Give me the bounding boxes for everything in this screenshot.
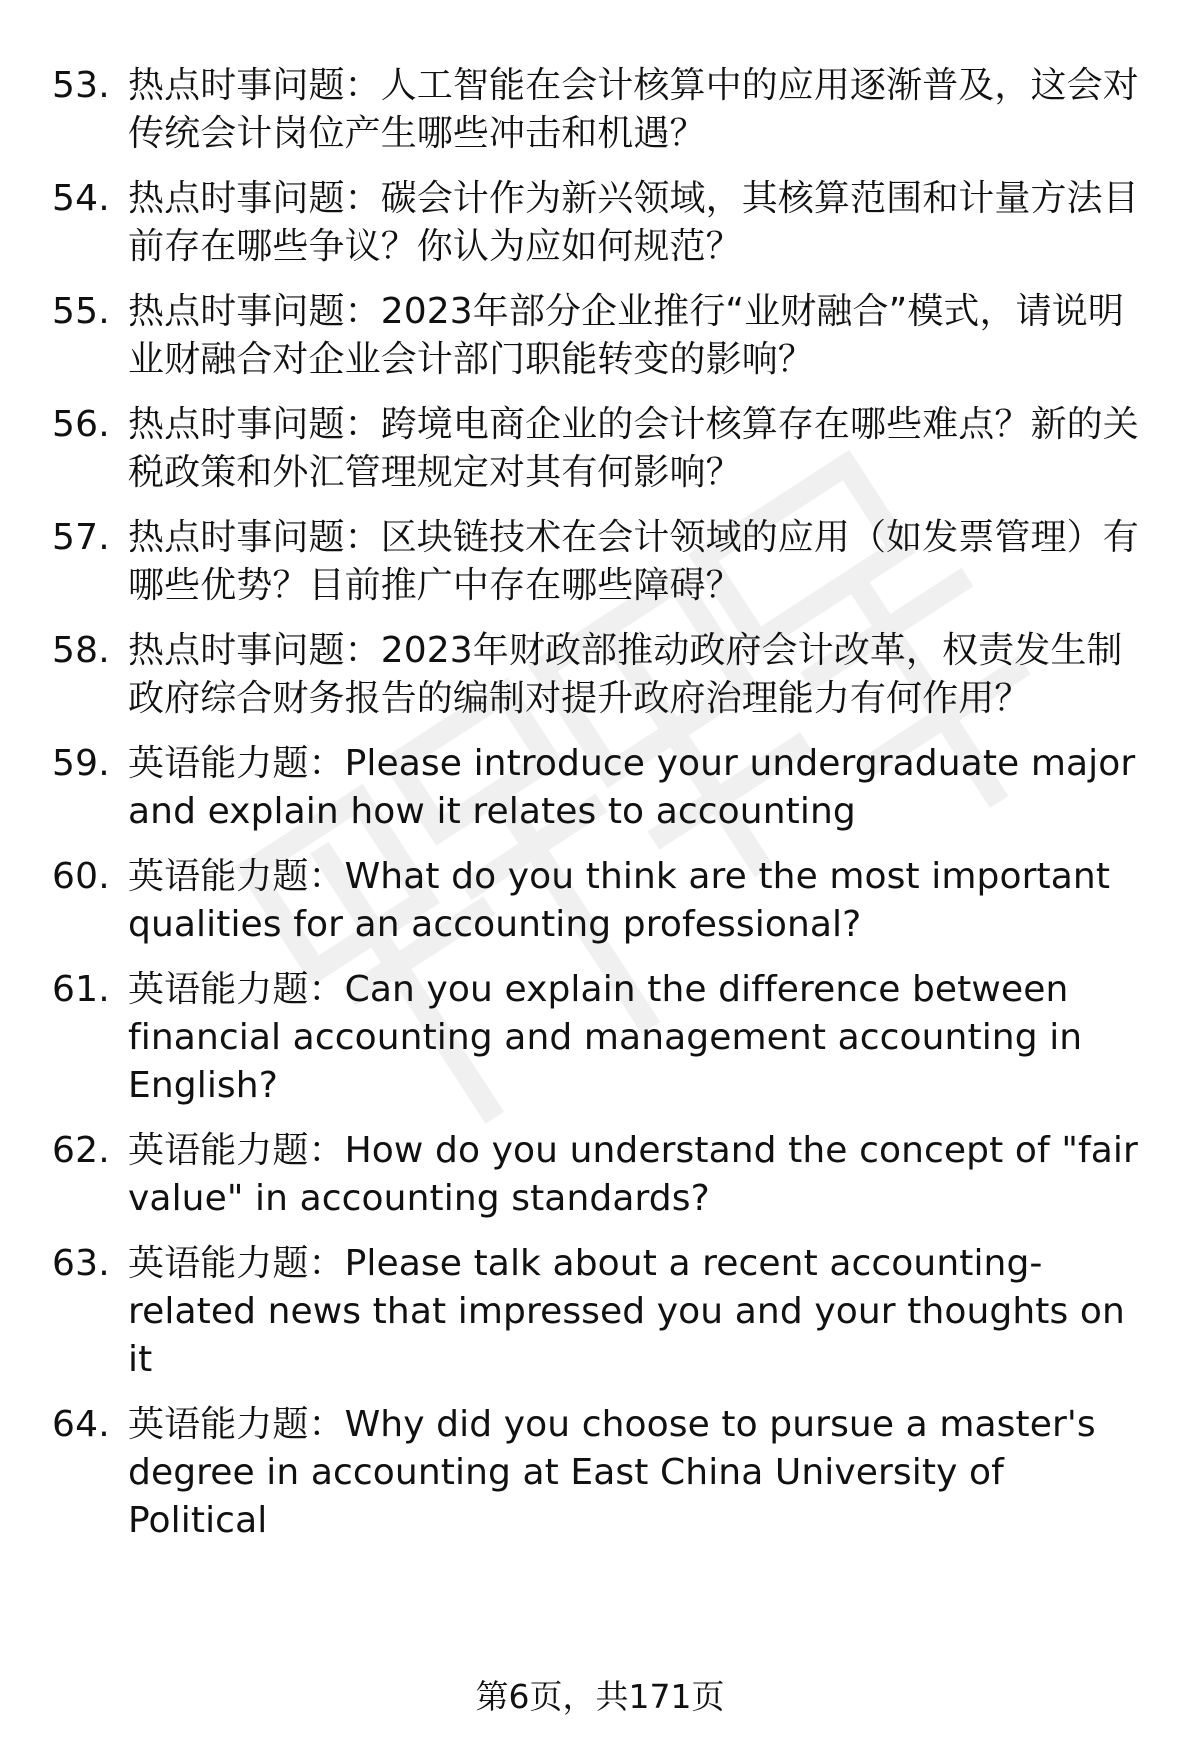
question-category: 英语能力题： [128, 743, 345, 784]
question-item-53 [52, 62, 1152, 158]
question-body: 碳会计作为新兴领域，其核算范围和计量方法目前存在哪些争议？你认为应如何规范？ [128, 178, 1139, 267]
question-item-58 [52, 627, 1152, 723]
question-category: 热点时事问题： [128, 630, 381, 671]
question-category: 英语能力题： [128, 1243, 345, 1284]
question-text [128, 514, 1152, 610]
question-body: 2023年部分企业推行“业财融合”模式，请说明业财融合对企业会计部门职能转变的影响？ [128, 291, 1124, 380]
question-category: 英语能力题： [128, 856, 345, 897]
question-text [128, 627, 1152, 723]
question-item-60 [52, 853, 1152, 949]
question-body: What do you think are the most important qualities for an accounting professional? [128, 856, 1111, 945]
question-body: How do you understand the concept of "fair value" in accounting standards? [128, 1130, 1138, 1219]
question-number: 62. [52, 1130, 110, 1171]
question-category: 英语能力题： [128, 1404, 345, 1445]
question-category: 热点时事问题： [128, 517, 381, 558]
question-category: 英语能力题： [128, 969, 345, 1010]
question-number: 55. [52, 291, 110, 332]
question-body: 人工智能在会计核算中的应用逐渐普及，这会对传统会计岗位产生哪些冲击和机遇？ [128, 65, 1139, 154]
question-number: 59. [52, 743, 110, 784]
question-category: 热点时事问题： [128, 178, 381, 219]
question-number: 61. [52, 969, 110, 1010]
question-number: 64. [52, 1404, 110, 1445]
question-body: Please introduce your undergraduate major and explain how it relates to accounting [128, 743, 1136, 832]
question-body: 跨境电商企业的会计核算存在哪些难点？新的关税政策和外汇管理规定对其有何影响？ [128, 404, 1139, 493]
question-text [128, 175, 1152, 271]
question-number: 53. [52, 65, 110, 106]
question-number: 63. [52, 1243, 110, 1284]
question-item-56 [52, 401, 1152, 497]
question-text [128, 62, 1152, 158]
question-text [128, 966, 1152, 1110]
question-item-62 [52, 1127, 1152, 1223]
page-footer [0, 1675, 1200, 1719]
question-body: Why did you choose to pursue a master's degree in accounting at East China University of Political [128, 1404, 1096, 1541]
question-text [128, 1240, 1152, 1384]
question-number: 60. [52, 856, 110, 897]
question-list [52, 62, 1152, 1562]
question-body: Can you explain the difference between financial accounting and management accounting in English? [128, 969, 1083, 1106]
question-text [128, 740, 1152, 836]
question-number: 57. [52, 517, 110, 558]
question-category: 热点时事问题： [128, 404, 381, 445]
question-category: 热点时事问题： [128, 65, 381, 106]
question-text [128, 1127, 1152, 1223]
page-number-label: 第6页，共171页 [475, 1677, 725, 1716]
question-item-63 [52, 1240, 1152, 1384]
question-text [128, 1401, 1152, 1545]
question-category: 热点时事问题： [128, 291, 381, 332]
question-body: 区块链技术在会计领域的应用（如发票管理）有哪些优势？目前推广中存在哪些障碍？ [128, 517, 1139, 606]
question-item-57 [52, 514, 1152, 610]
question-item-54 [52, 175, 1152, 271]
question-number: 58. [52, 630, 110, 671]
question-item-61 [52, 966, 1152, 1110]
question-category: 英语能力题： [128, 1130, 345, 1171]
question-item-59 [52, 740, 1152, 836]
question-body: 2023年财政部推动政府会计改革，权责发生制政府综合财务报告的编制对提升政府治理能力有何作用？ [128, 630, 1123, 719]
question-item-55 [52, 288, 1152, 384]
question-body: Please talk about a recent accounting-related news that impressed you and your thoughts on it [128, 1243, 1125, 1380]
question-text [128, 853, 1152, 949]
question-text [128, 401, 1152, 497]
question-item-64 [52, 1401, 1152, 1545]
question-text [128, 288, 1152, 384]
question-number: 54. [52, 178, 110, 219]
question-number: 56. [52, 404, 110, 445]
